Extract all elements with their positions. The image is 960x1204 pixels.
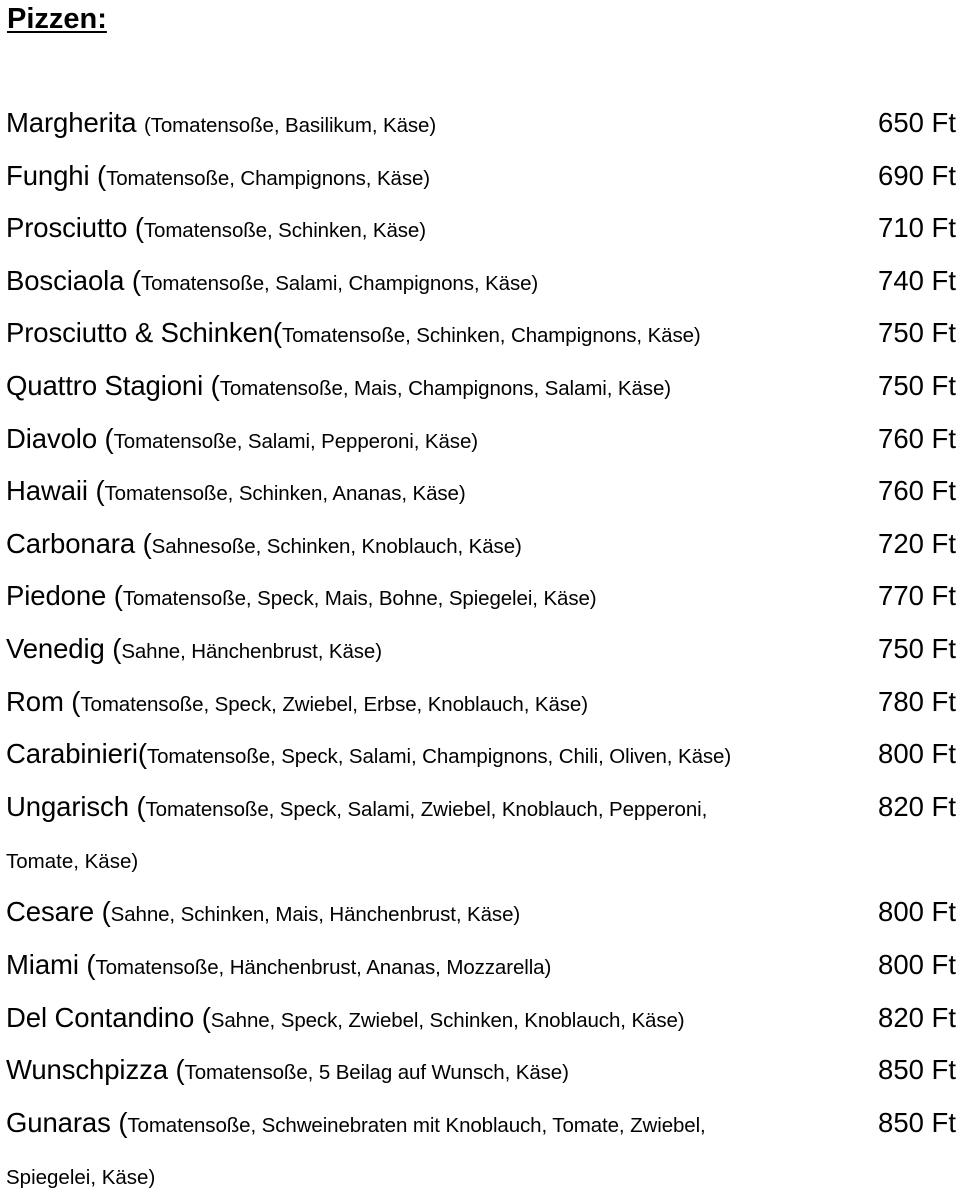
pizza-ingredients: Tomatensoße, Schinken, Ananas, Käse): [104, 482, 466, 506]
pizza-price: 750 Ft: [878, 632, 956, 664]
pizza-ingredients: Tomatensoße, Speck, Mais, Bohne, Spiegelei, Käse): [122, 587, 597, 611]
pizza-price: 750 Ft: [878, 317, 956, 349]
menu-item: [6, 1097, 956, 1203]
pizza-ingredients: Sahne, Speck, Zwiebel, Schinken, Knoblauch, Käse): [210, 1008, 685, 1032]
pizza-ingredients: Tomatensoße, Champignons, Käse): [106, 166, 431, 190]
pizza-name: Prosciutto (: [6, 212, 144, 244]
pizza-price: 800 Ft: [878, 948, 956, 980]
pizza-ingredients-continued: Tomate, Käse): [6, 849, 139, 873]
menu-item: [6, 202, 956, 255]
pizza-ingredients: Tomatensoße, Speck, Zwiebel, Erbse, Knoblauch, Käse): [80, 692, 588, 716]
pizza-ingredients: Tomatensoße, Speck, Salami, Zwiebel, Knoblauch, Pepperoni,: [145, 797, 708, 821]
pizza-ingredients: Tomatensoße, Schweinebraten mit Knoblauch, Tomate, Zwiebel,: [127, 1113, 706, 1137]
pizza-name: Margherita: [6, 107, 144, 138]
pizza-name: Cesare (: [6, 896, 111, 928]
pizza-ingredients: Tomatensoße, Schinken, Käse): [143, 219, 426, 243]
pizza-name: Ungarisch (: [6, 790, 146, 822]
pizza-menu: [6, 97, 956, 1202]
pizza-price: 850 Ft: [878, 1054, 956, 1086]
pizza-name: Bosciaola (: [6, 264, 141, 296]
pizza-name: Del Contandino (: [6, 1001, 211, 1033]
pizza-name: Piedone (: [6, 580, 123, 612]
pizza-price: 800 Ft: [878, 738, 956, 770]
menu-item: [6, 676, 956, 729]
pizza-ingredients: Tomatensoße, Schinken, Champignons, Käse): [281, 324, 701, 348]
menu-item: [6, 97, 956, 150]
pizza-name: Rom (: [6, 685, 81, 717]
pizza-price: 650 Ft: [878, 107, 956, 138]
menu-item: [6, 465, 956, 518]
pizza-ingredients: Sahne, Schinken, Mais, Hänchenbrust, Käse): [110, 903, 521, 927]
menu-item: [6, 518, 956, 571]
pizza-name: Gunaras (: [6, 1106, 128, 1138]
pizza-ingredients: Tomatensoße, 5 Beilag auf Wunsch, Käse): [184, 1061, 569, 1085]
pizza-name: Prosciutto & Schinken(: [6, 317, 282, 349]
pizza-price: 820 Ft: [878, 1001, 956, 1033]
menu-item: [6, 939, 956, 992]
menu-item: [6, 886, 956, 939]
pizza-price: 690 Ft: [878, 159, 956, 191]
menu-item: [6, 728, 956, 781]
pizza-ingredients: Sahne, Hänchenbrust, Käse): [121, 639, 382, 663]
pizza-ingredients: Tomatensoße, Speck, Salami, Champignons, Chili, Oliven, Käse): [146, 745, 732, 769]
pizza-price: 760 Ft: [878, 422, 956, 454]
menu-item: [6, 570, 956, 623]
menu-item: [6, 781, 956, 887]
pizza-name: Miami (: [6, 948, 96, 980]
pizza-price: 710 Ft: [878, 212, 956, 244]
pizza-price: 720 Ft: [878, 527, 956, 559]
pizza-price: 780 Ft: [878, 685, 956, 717]
menu-item: [6, 992, 956, 1045]
menu-item: [6, 150, 956, 203]
pizza-name: Wunschpizza (: [6, 1054, 185, 1086]
pizza-name: Carbonara (: [6, 527, 152, 559]
menu-item: [6, 413, 956, 466]
pizza-ingredients-continued: Spiegelei, Käse): [6, 1165, 156, 1189]
pizza-price: 820 Ft: [878, 790, 956, 822]
pizza-price: 770 Ft: [878, 580, 956, 612]
pizza-ingredients: (Tomatensoße, Basilikum, Käse): [144, 114, 437, 137]
pizza-name: Funghi (: [6, 159, 107, 191]
menu-item: [6, 360, 956, 413]
menu-item: [6, 1044, 956, 1097]
pizza-price: 850 Ft: [878, 1106, 956, 1138]
pizza-ingredients: Sahnesoße, Schinken, Knoblauch, Käse): [151, 534, 522, 558]
pizza-price: 760 Ft: [878, 475, 956, 507]
menu-item: [6, 255, 956, 308]
pizza-ingredients: Tomatensoße, Hänchenbrust, Ananas, Mozzarella): [95, 955, 552, 979]
pizza-ingredients: Tomatensoße, Mais, Champignons, Salami, Käse): [219, 376, 671, 400]
menu-item: [6, 307, 956, 360]
pizza-name: Diavolo (: [6, 422, 114, 454]
pizza-price: 740 Ft: [878, 264, 956, 296]
pizza-ingredients: Tomatensoße, Salami, Pepperoni, Käse): [113, 429, 478, 453]
pizza-ingredients: Tomatensoße, Salami, Champignons, Käse): [140, 271, 539, 295]
pizza-name: Hawaii (: [6, 475, 105, 507]
pizza-price: 750 Ft: [878, 369, 956, 401]
pizza-name: Carabinieri(: [6, 738, 147, 770]
pizza-name: Venedig (: [6, 632, 122, 664]
page-title: Pizzen:: [7, 3, 107, 35]
pizza-name: Quattro Stagioni (: [6, 369, 220, 401]
pizza-price: 800 Ft: [878, 896, 956, 928]
menu-item: [6, 623, 956, 676]
